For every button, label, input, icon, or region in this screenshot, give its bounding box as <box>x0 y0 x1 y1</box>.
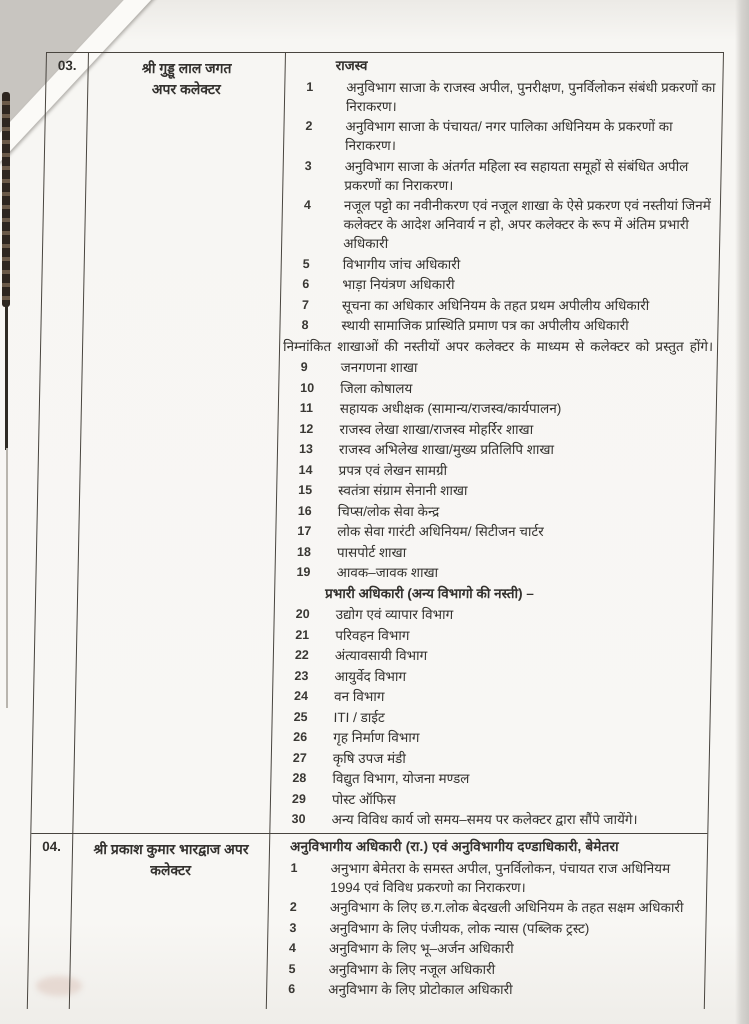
duty-number: 8 <box>301 318 309 332</box>
duty-number: 5 <box>302 256 310 271</box>
duty-text: अंत्यावसायी विभाग <box>334 648 428 663</box>
duty-item <box>294 117 718 155</box>
duty-text: विभागीय जांच अधिकारी <box>342 256 461 272</box>
duty-number: 15 <box>298 483 313 497</box>
duty-text: अनुविभाग के लिए छ.ग.लोक बेदखली अधिनियम के तहत सक्षम अधिकारी <box>329 900 684 915</box>
duty-number: 4 <box>288 941 297 955</box>
duty-text: जनगणना शाखा <box>340 360 418 375</box>
duty-item <box>282 708 705 727</box>
duty-number: 27 <box>292 750 307 765</box>
duty-item <box>291 296 714 315</box>
serial-cell: 03. <box>31 53 89 833</box>
duty-item <box>280 810 703 829</box>
duties-cell <box>267 834 708 1009</box>
duty-text: अनुविभाग साजा के राजस्व अपील, पुनरीक्षण, पुनर्विलोकन संबंधी प्रकरणों का निराकरण। <box>345 79 716 114</box>
duty-number: 1 <box>306 79 314 94</box>
duty-item <box>287 502 710 521</box>
duty-text: आवक–जावक शाखा <box>336 565 439 580</box>
duty-number: 26 <box>293 730 308 744</box>
duty-text: नजूल पट्टो का नवीनीकरण एवं नजूल शाखा के ऐसे प्रकरण एवं नस्तीयां जिनमें कलेक्टर के आदेश अनिवार्य न हो, अपर कलेक्टर के रूप में अंतिम प्रभारी अधिकारी <box>343 198 711 251</box>
document-table <box>27 52 724 1009</box>
duty-text: जिला कोषालय <box>340 380 413 396</box>
officer-name-line: अपर कलेक्टर <box>151 81 221 97</box>
left-binding-line <box>5 300 8 450</box>
duty-number: 5 <box>288 961 296 976</box>
officer-name-cell <box>70 834 271 1009</box>
duty-item <box>287 481 710 500</box>
duty-item <box>288 440 711 459</box>
duty-text: सहायक अधीक्षक (सामान्य/राजस्व/कार्यपालन) <box>339 401 562 416</box>
duty-number: 30 <box>291 812 306 826</box>
duty-text: चिप्स/लोक सेवा केन्द्र <box>337 503 440 519</box>
duty-item <box>289 358 712 377</box>
duty-text: प्रपत्र एवं लेखन सामग्री <box>338 462 448 478</box>
duty-number: 13 <box>298 442 314 456</box>
duty-number: 9 <box>300 360 308 374</box>
duty-number: 22 <box>294 648 309 662</box>
duty-header: राजस्व <box>335 58 368 73</box>
duties-cell <box>270 53 723 833</box>
duty-text: पासपोर्ट शाखा <box>336 544 407 560</box>
duty-text: उद्योग एवं व्यापार विभाग <box>335 607 454 622</box>
duty-number: 12 <box>299 421 314 436</box>
paper-right-edge <box>735 0 749 1024</box>
duty-item <box>290 316 713 335</box>
duty-number: 14 <box>298 462 313 477</box>
duty-number: 21 <box>295 627 310 642</box>
duty-item <box>285 605 708 624</box>
duty-number: 6 <box>302 277 310 291</box>
duty-item <box>293 157 717 195</box>
duty-item <box>277 980 700 999</box>
officer-name-cell <box>73 53 286 833</box>
duty-number: 3 <box>289 920 297 935</box>
duty-item <box>277 960 700 979</box>
duty-text: स्थायी सामाजिक प्रास्थिति प्रमाण पत्र का अपीलीय अधिकारी <box>341 318 629 333</box>
officer-name-line: कलेक्टर <box>150 862 192 878</box>
duty-item <box>284 646 707 665</box>
duty-subheader: प्रभारी अधिकारी (अन्य विभागो की नस्ती) – <box>324 585 534 601</box>
duty-item <box>284 626 707 645</box>
duty-number: 17 <box>297 524 312 538</box>
duty-text: लोक सेवा गारंटी अधिनियम/ सिटीजन चार्टर <box>337 524 544 539</box>
duty-item <box>289 379 712 398</box>
duty-item <box>279 859 703 897</box>
duty-number: 2 <box>289 900 297 914</box>
duty-number: 7 <box>301 297 310 312</box>
duty-item <box>285 563 708 582</box>
duty-item <box>281 790 704 809</box>
duty-number: 25 <box>293 709 308 724</box>
duty-number: 11 <box>299 401 314 415</box>
duty-text: अनुविभाग के लिए भू–अर्जन अधिकारी <box>328 941 514 956</box>
duty-number: 4 <box>303 198 312 212</box>
duty-number: 6 <box>288 982 296 996</box>
duty-item <box>282 749 705 768</box>
duty-number: 3 <box>304 158 312 173</box>
duty-item <box>283 687 706 706</box>
duty-text: कृषि उपज मंडी <box>332 750 407 766</box>
duty-item <box>286 543 709 562</box>
duty-number: 28 <box>292 771 307 785</box>
duty-text: अनुभाग बेमेतरा के समस्त अपील, पुनर्विलोकन, पंचायत राज अधिनियम 1994 एवं विविध प्रकरणो का निराकरण। <box>330 860 671 895</box>
duty-text: विद्युत विभाग, योजना मण्डल <box>332 771 470 786</box>
table-row <box>28 833 708 1009</box>
duty-item <box>289 399 712 418</box>
duty-item <box>287 461 710 480</box>
duty-item <box>283 667 706 686</box>
left-binding-mark <box>2 92 10 307</box>
left-paper-crease <box>6 448 8 708</box>
duty-number: 19 <box>296 565 311 579</box>
duty-item <box>291 275 714 294</box>
duty-number: 18 <box>296 544 312 559</box>
duty-text: ITI / डाईट <box>333 709 385 725</box>
duty-text: अनुविभाग साजा के पंचायत/ नगर पालिका अधिनियम के प्रकरणों का निराकरण। <box>344 119 673 153</box>
duty-number: 20 <box>295 607 310 621</box>
duty-note: निम्नांकित शाखाओं की नस्तीयों अपर कलेक्टर के माध्यम से कलेक्टर को प्रस्तुत होंगे। <box>282 338 714 354</box>
duty-item <box>288 420 711 439</box>
duty-text: स्वतंत्रा संग्राम सेनानी शाखा <box>338 483 468 498</box>
duty-text: राजस्व लेखा शाखा/राजस्व मोहर्रिर शाखा <box>339 421 534 437</box>
duty-text: अन्य विविध कार्य जो समय–समय पर कलेक्टर द्वारा सौंपे जायेंगे। <box>331 812 638 827</box>
officer-name-line: श्री प्रकाश कुमार भारद्वाज अपर <box>93 841 249 857</box>
duty-text: अनुविभाग के लिए पंजीयक, लोक न्यास (पब्लिक ट्रस्ट) <box>329 920 590 936</box>
duty-text: पोस्ट ऑफिस <box>331 791 396 807</box>
officer-name-line: श्री गुड्डू लाल जगत <box>141 60 232 76</box>
duty-number: 23 <box>294 668 309 683</box>
duty-text: राजस्व अभिलेख शाखा/मुख्य प्रतिलिपि शाखा <box>338 442 555 457</box>
duty-text: अनुविभाग साजा के अंतर्गत महिला स्व सहायता समूहों से संबंधित अपील प्रकरणों का निराकरण। <box>344 158 689 193</box>
duty-item <box>278 919 701 938</box>
duty-text: अनुविभाग के लिए प्रोटोकाल अधिकारी <box>328 982 513 997</box>
duty-item <box>286 522 709 541</box>
duty-header: अनुविभागीय अधिकारी (रा.) एवं अनुविभागीय दण्डाधिकारी, बेमेतरा <box>289 839 619 854</box>
duty-item <box>282 728 705 747</box>
serial-cell: 04. <box>28 834 74 1009</box>
duty-number: 29 <box>291 791 307 806</box>
duty-text: गृह निर्माण विभाग <box>333 730 420 745</box>
duty-item <box>292 255 715 274</box>
duty-text: वन विभाग <box>333 689 385 704</box>
duty-item <box>295 78 719 116</box>
duty-number: 24 <box>293 689 309 703</box>
duty-item <box>292 196 716 253</box>
duty-number: 10 <box>300 380 315 395</box>
duty-item <box>281 769 704 788</box>
duty-text: अनुविभाग के लिए नजूल अधिकारी <box>328 961 496 977</box>
duty-item <box>278 939 701 958</box>
duty-text: परिवहन विभाग <box>335 627 410 643</box>
duty-text: सूचना का अधिकार अधिनियम के तहत प्रथम अपीलीय अधिकारी <box>341 297 650 313</box>
duty-text: आयुर्वेद विभाग <box>334 668 407 684</box>
duty-number: 16 <box>297 503 312 518</box>
duty-item <box>279 898 702 917</box>
duty-text: भाड़ा नियंत्रण अधिकारी <box>342 277 455 292</box>
duty-number: 2 <box>305 119 313 133</box>
table-row <box>31 53 723 833</box>
duty-number: 1 <box>290 860 298 875</box>
